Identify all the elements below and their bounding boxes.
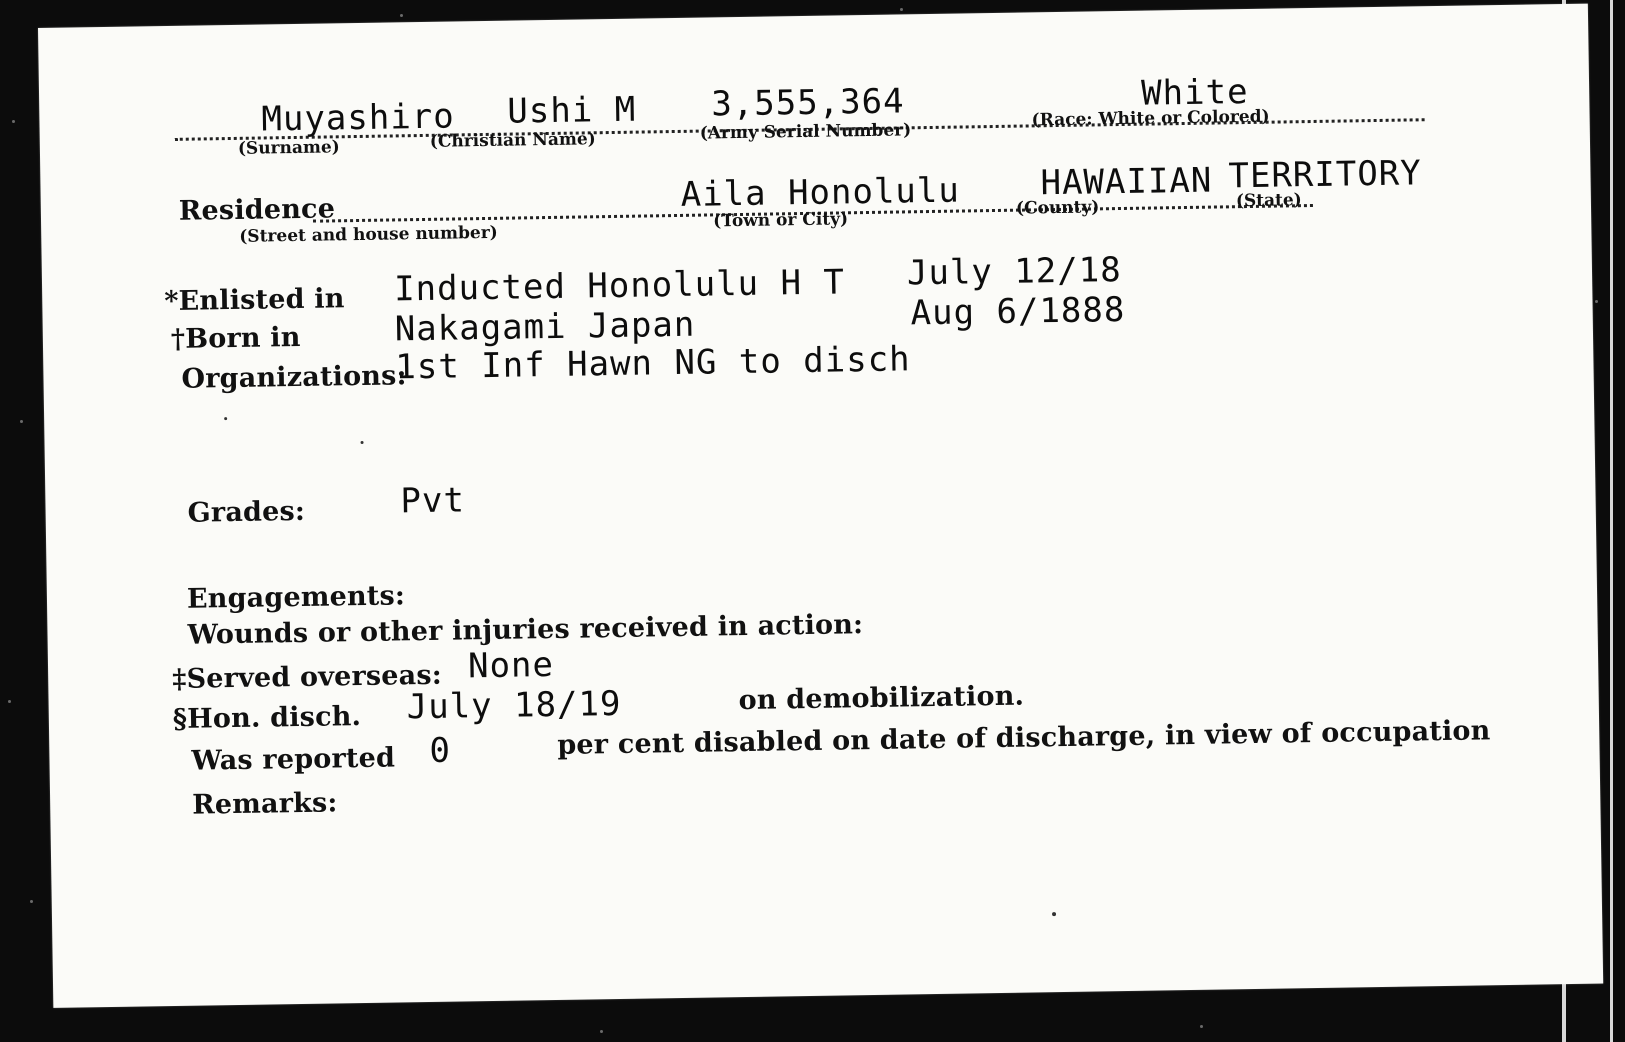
scan-speck [600,1030,603,1033]
scan-edge-line [1610,0,1613,1042]
scan-speck [1200,1025,1203,1028]
honorable-discharge-date: July 18/19 [406,683,622,728]
disability-percent: 0 [429,730,452,771]
reported-label: Was reported [191,742,396,777]
state-value: TERRITORY [1228,153,1423,197]
scan-speck [20,420,23,423]
scan-speck [30,900,33,903]
born-value: Nakagami Japan [394,304,696,350]
scan-speck [8,700,11,703]
town-caption: (Town or City) [712,209,849,232]
enlisted-value: Inducted Honolulu H T [393,262,846,310]
served-overseas-label: ‡Served overseas: [172,659,443,695]
county-value: HAWAIIAN [1040,160,1213,204]
race-caption: (Race: White or Colored) [1031,106,1270,131]
town-value: Aila Honolulu [680,170,961,215]
born-label: †Born in [170,321,301,355]
scan-speck [900,8,903,11]
serial-number-value: 3,555,364 [710,81,905,125]
wounds-label: Wounds or other injuries received in action: [187,609,864,651]
grades-value: Pvt [400,480,466,522]
service-record-card [38,4,1603,1008]
born-date: Aug 6/1888 [910,289,1126,334]
scan-speck [400,14,403,17]
surname-caption: (Surname) [237,137,340,159]
organizations-label: Organizations: [181,360,407,395]
scan-speck [1595,300,1598,303]
card-speck [361,441,364,444]
card-speck [224,417,227,420]
race-value: White [1140,71,1249,114]
christian-name-value: Ushi M [507,89,637,132]
remarks-label: Remarks: [191,787,338,821]
honorable-discharge-label: §Hon. disch. [172,701,362,735]
serial-number-caption: (Army Serial Number) [699,120,912,144]
discharge-reason: on demobilization. [738,680,1025,717]
scan-speck [12,120,15,123]
residence-label: Residence [178,193,336,227]
surname-value: Muyashiro [261,96,455,140]
enlisted-label: *Enlisted in [164,283,345,318]
organizations-value: 1st Inf Hawn NG to disch [395,339,911,388]
grades-label: Grades: [187,495,306,529]
card-speck [1052,912,1056,916]
christian-name-caption: (Christian Name) [429,129,596,152]
enlisted-date: July 12/18 [906,250,1122,294]
street-caption: (Street and house number) [239,222,498,247]
disability-statement: per cent disabled on date of discharge, in view of occupation [557,715,1491,761]
county-caption: (County) [1015,197,1100,219]
state-caption: (State) [1235,190,1302,212]
served-overseas-value: None [467,644,555,687]
engagements-label: Engagements: [186,580,406,615]
